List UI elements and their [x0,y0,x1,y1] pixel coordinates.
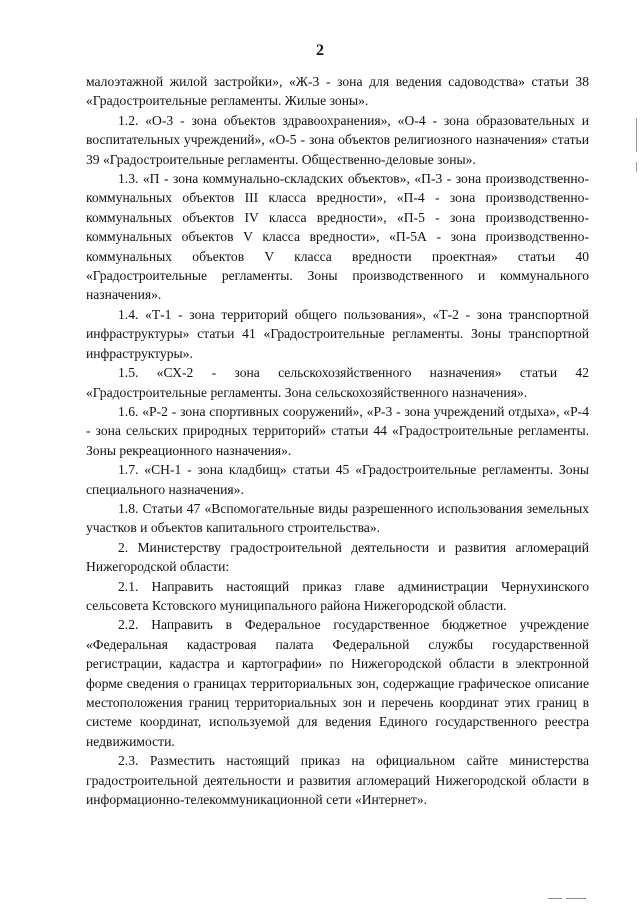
scan-edge-mark [636,118,637,152]
paragraph-1-2: 1.2. «О-3 - зона объектов здравоохранения», «О-4 - зона образовательных и воспитательных учреждений», «О-5 - зона объектов религиозного назначения» статьи 39 «Градостроительные регламенты. Общественно-деловые зоны». [86,112,589,167]
document-body [86,72,589,809]
scan-bottom-mark [548,898,562,899]
paragraph-1-5: 1.5. «СХ-2 - зона сельскохозяйственного назначения» статьи 42 «Градостроительные регламенты. Зона сельскохозяйственного назначения». [86,365,589,400]
paragraph-1-4: 1.4. «Т-1 - зона территорий общего пользования», «Т-2 - зона транспортной инфраструктуры» статьи 41 «Градостроительные регламенты. Зоны транспортной инфраструктуры». [86,306,589,361]
paragraph-2: 2. Министерству градостроительной деятельности и развития агломераций Нижегородской области: [86,539,589,575]
paragraph-1-3: 1.3. «П - зона коммунально-складских объектов», «П-3 - зона производственно-коммунальных объектов III класса вредности», «П-4 - зона производственно-коммунальных объектов IV класса вредности», «П-5 - зона производственно-коммунальных объектов V класса вредности», «П-5А - зона производственно-коммунальных объектов V класса вредности проектная» статьи 40 «Градостроительные регламенты. Зоны производственного и коммунального назначения». [86,171,589,303]
paragraph-2-2: 2.2. Направить в Федеральное государственное бюджетное учреждение «Федеральная кадастровая палата Федеральной службы государственной регистрации, кадастра и картографии» по Нижегородской области в электронной форме сведения о границах территориальных зон, содержащие графическое описание местоположения границ территориальных зон и перечень координат этих границ в системе координат, используемой для ведения Единого государственного реестра недвижимости. [86,617,589,749]
paragraph-2-1: 2.1. Направить настоящий приказ главе администрации Чернухинского сельсовета Кстовского муниципального района Нижегородской области. [86,578,589,613]
page-number: 2 [316,42,324,59]
paragraph-zh3-continuation: малоэтажной жилой застройки», «Ж-3 - зона для ведения садоводства» статьи 38 «Градостроительные регламенты. Жилые зоны». [86,74,589,109]
paragraph-1-8: 1.8. Статьи 47 «Вспомогательные виды разрешенного использования земельных участков и объектов капитального строительства». [86,500,589,536]
scan-bottom-mark [566,898,586,899]
paragraph-1-6: 1.6. «Р-2 - зона спортивных сооружений», «Р-3 - зона учреждений отдыха», «Р-4 - зона сельских природных территорий» статьи 44 «Градостроительные регламенты. Зоны рекреационного назначения». [86,403,589,458]
scan-edge-mark [636,162,637,172]
paragraph-1-7: 1.7. «СН-1 - зона кладбищ» статьи 45 «Градостроительные регламенты. Зоны специального назначения». [86,462,589,497]
paragraph-2-3: 2.3. Разместить настоящий приказ на официальном сайте министерства градостроительной деятельности и развития агломераций Нижегородской области в информационно-телекоммуникационной сети «Интернет». [86,753,589,808]
